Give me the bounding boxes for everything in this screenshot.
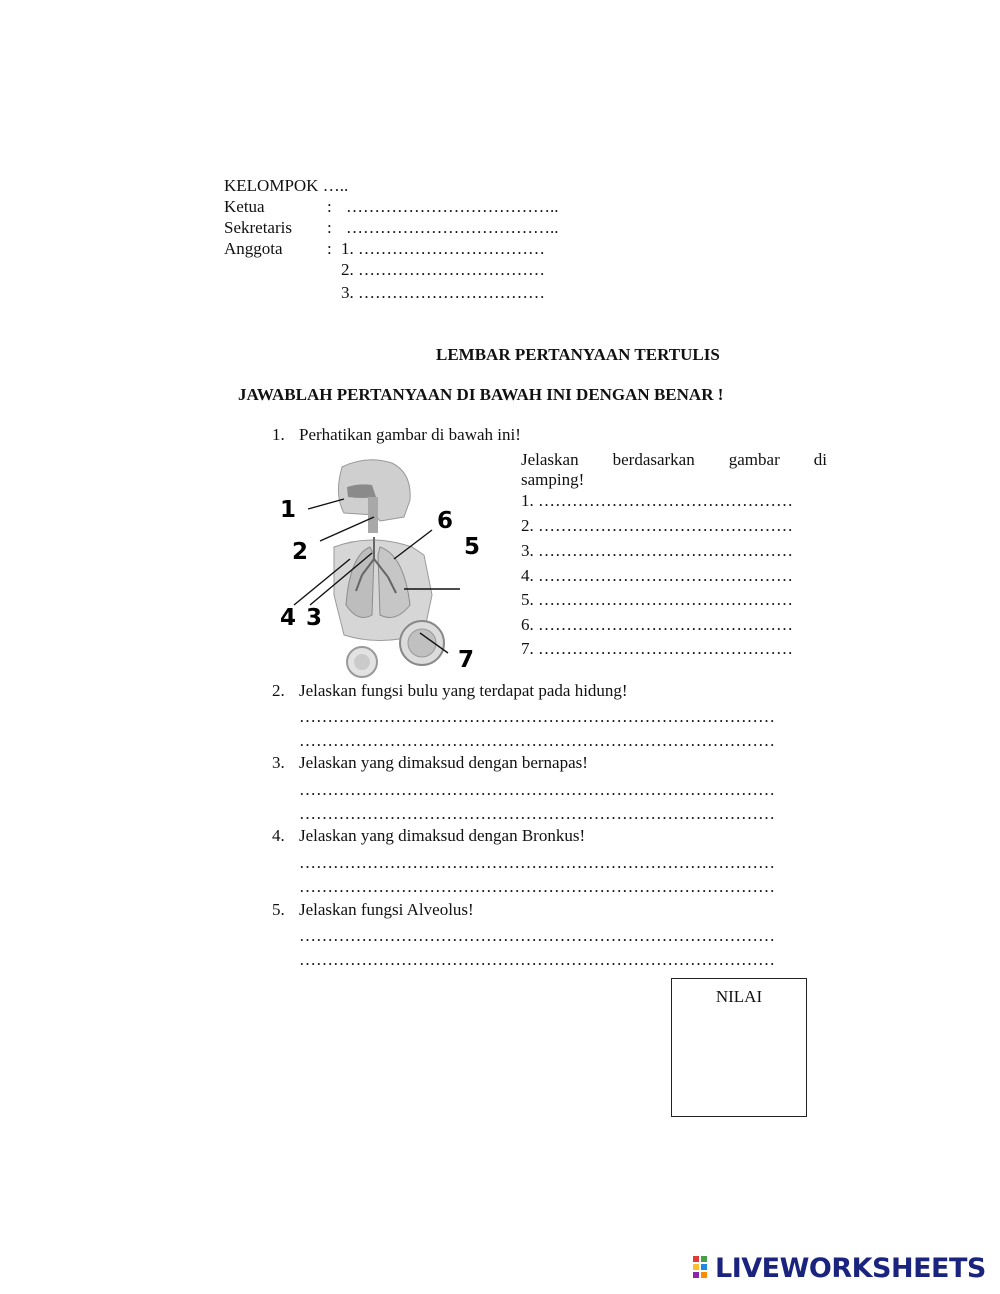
q1-word: Jelaskan xyxy=(521,450,579,469)
q1-side-instruction xyxy=(521,449,827,470)
respiratory-system-diagram xyxy=(272,455,492,680)
question-4-text: Jelaskan yang dimaksud dengan Bronkus! xyxy=(299,826,586,845)
leader-field[interactable]: ……………………………….. xyxy=(346,197,559,216)
q5-answer-line-1[interactable]: ………………………………………………………………………… xyxy=(299,926,775,945)
question-5-text: Jelaskan fungsi Alveolus! xyxy=(299,900,474,919)
q3-answer-line-2[interactable]: ………………………………………………………………………… xyxy=(299,804,775,823)
leader-colon: : xyxy=(327,197,332,216)
q1-answer-2[interactable]: 2. ……………………………………… xyxy=(521,516,793,535)
members-label: Anggota xyxy=(224,239,283,258)
q1-word: berdasarkan xyxy=(612,450,695,469)
q5-answer-line-2[interactable]: ………………………………………………………………………… xyxy=(299,950,775,969)
q1-side-instruction-line2: samping! xyxy=(521,470,585,489)
logo-icon xyxy=(693,1256,715,1282)
diagram-label-6: 6 xyxy=(437,508,454,534)
diagram-label-1: 1 xyxy=(280,497,297,523)
q4-answer-line-1[interactable]: ………………………………………………………………………… xyxy=(299,853,775,872)
q2-answer-line-2[interactable]: ………………………………………………………………………… xyxy=(299,731,775,750)
q1-word: di xyxy=(813,450,827,469)
secretary-colon: : xyxy=(327,218,332,237)
leader-label: Ketua xyxy=(224,197,265,216)
score-label: NILAI xyxy=(715,987,763,1006)
secretary-field[interactable]: ……………………………….. xyxy=(346,218,559,237)
q3-answer-line-1[interactable]: ………………………………………………………………………… xyxy=(299,780,775,799)
question-3-number: 3. xyxy=(272,753,285,772)
members-colon: : xyxy=(327,239,332,258)
q1-word: gambar xyxy=(728,450,780,469)
question-1-number: 1. xyxy=(272,425,285,444)
q1-answer-1[interactable]: 1. ……………………………………… xyxy=(521,491,793,510)
question-4-number: 4. xyxy=(272,826,285,845)
worksheet-title: LEMBAR PERTANYAAN TERTULIS xyxy=(436,345,720,364)
trachea xyxy=(368,497,378,533)
secretary-label: Sekretaris xyxy=(224,218,292,237)
q2-answer-line-1[interactable]: ………………………………………………………………………… xyxy=(299,707,775,726)
diagram-label-2: 2 xyxy=(292,539,309,565)
logo-text: LIVEWORKSHEETS xyxy=(715,1253,986,1284)
q1-answer-4[interactable]: 4. ……………………………………… xyxy=(521,566,793,585)
diagram-label-7: 7 xyxy=(458,647,475,673)
q1-answer-5[interactable]: 5. ……………………………………… xyxy=(521,590,793,609)
instruction: JAWABLAH PERTANYAAN DI BAWAH INI DENGAN BENAR ! xyxy=(238,385,724,404)
nasal-cavity xyxy=(347,484,376,498)
member-field-2[interactable]: 2. …………………………… xyxy=(341,260,545,279)
question-5-number: 5. xyxy=(272,900,285,919)
diagram-label-4: 4 xyxy=(280,605,297,631)
diagram-label-3: 3 xyxy=(306,605,323,631)
liveworksheets-logo xyxy=(693,1252,986,1286)
q1-answer-6[interactable]: 6. ……………………………………… xyxy=(521,615,793,634)
question-3-text: Jelaskan yang dimaksud dengan bernapas! xyxy=(299,753,588,772)
question-2-number: 2. xyxy=(272,681,285,700)
question-1-text: Perhatikan gambar di bawah ini! xyxy=(299,425,521,444)
q4-answer-line-2[interactable]: ………………………………………………………………………… xyxy=(299,877,775,896)
question-2-text: Jelaskan fungsi bulu yang terdapat pada hidung! xyxy=(299,681,628,700)
member-field-1[interactable]: 1. …………………………… xyxy=(341,239,545,258)
q1-answer-7[interactable]: 7. ……………………………………… xyxy=(521,639,793,658)
member-field-3[interactable]: 3. …………………………… xyxy=(341,283,545,302)
q1-answer-3[interactable]: 3. ……………………………………… xyxy=(521,541,793,560)
score-box[interactable] xyxy=(671,978,807,1117)
diagram-label-5: 5 xyxy=(464,534,481,560)
group-heading: KELOMPOK ….. xyxy=(224,176,349,195)
